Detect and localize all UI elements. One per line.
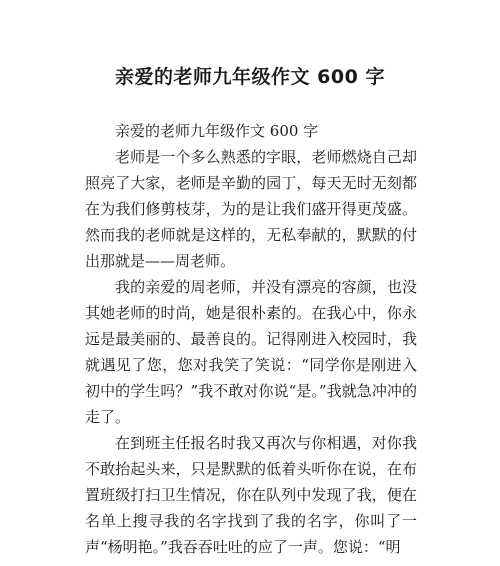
- paragraph: 在到班主任报名时我又再次与你相遇，对你我不敢抬起头来，只是默默的低着头听你在说，在布置班级打扫卫生情况，你在队列中发现了我，便在名单上搜寻我的名字找到了我的名字，你叫了一声“杨明艳。”我吞吞吐吐的应了一声。您说：“明: [85, 434, 417, 556]
- paragraph: 我的亲爱的周老师，并没有漂亮的容颜，也没其她老师的时尚，她是很朴素的。在我心中，你永远是最美丽的、最善良的。记得刚进入校园时，我就遇见了您，您对我笑了笑说：“同学你是刚进入初中的学生吗？”我不敢对你说“是。”我就急冲冲的走了。: [85, 278, 417, 426]
- document-body: [85, 118, 417, 560]
- paragraph-subtitle: 亲爱的老师九年级作文 600 字: [115, 122, 319, 140]
- paragraph: 老师是一个多么熟悉的字眼，老师燃烧自己却照亮了大家，老师是辛勤的园丁，每天无时无刻都在为我们修剪枝芽，为的是让我们盛开得更茂盛。然而我的老师就是这样的，无私奉献的，默默的付出那就是——周老师。: [85, 148, 417, 270]
- document-title: 亲爱的老师九年级作文 600 字: [115, 66, 385, 88]
